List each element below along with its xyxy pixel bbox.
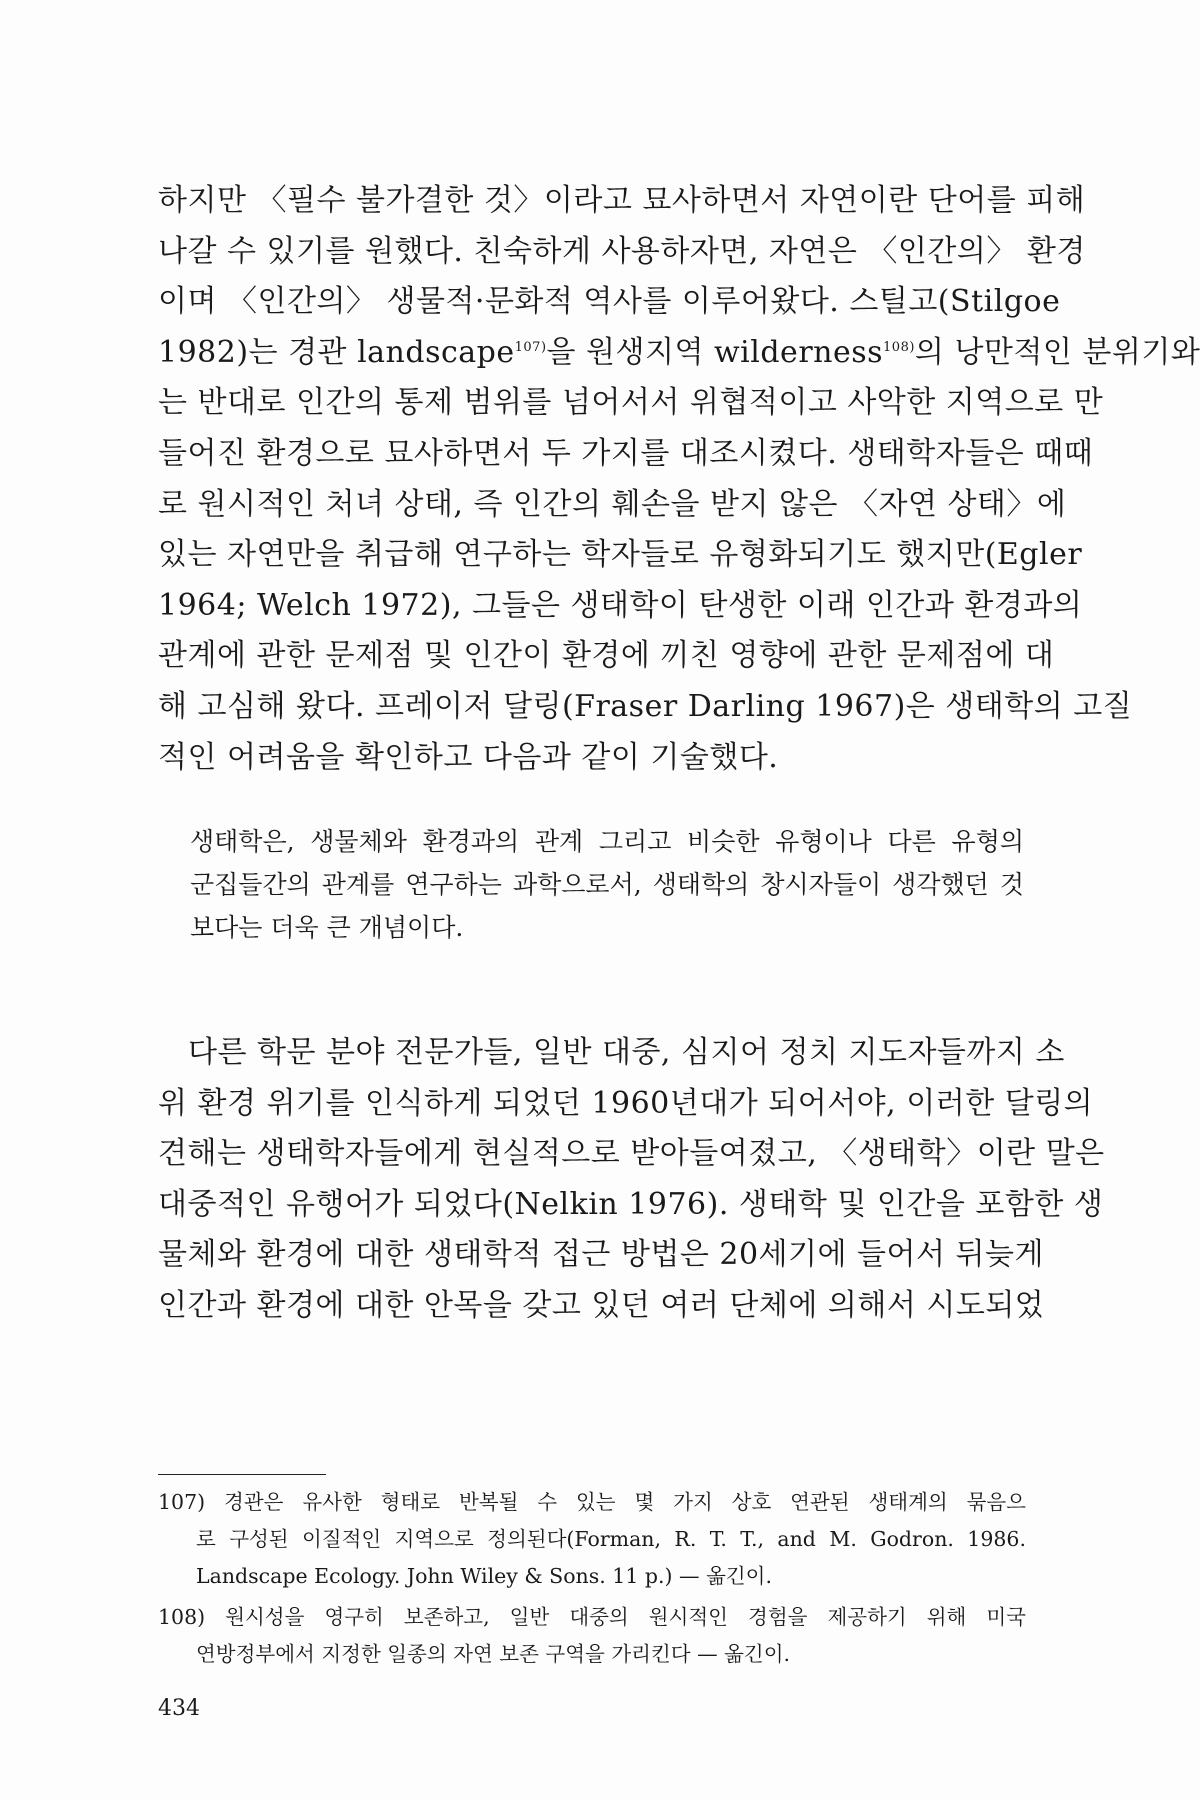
quote-line: 군집들간의 관계를 연구하는 과학으로서, 생태학의 창시자들이 생각했던 것 bbox=[190, 870, 1024, 899]
text-line: 관계에 관한 문제점 및 인간이 환경에 끼친 영향에 관한 문제점에 대 bbox=[158, 638, 1055, 674]
text-line: 들어진 환경으로 묘사하면서 두 가지를 대조시켰다. 생태학자들은 때때 bbox=[158, 435, 1094, 471]
footnote-line: 로 구성된 이질적인 지역으로 정의된다(Forman, R. T. T., and M. Godron. 1986. bbox=[196, 1527, 1026, 1551]
text-line: 다른 학문 분야 전문가들, 일반 대중, 심지어 정치 지도자들까지 소 bbox=[188, 1035, 1065, 1070]
footnote-line bbox=[158, 1484, 1026, 1521]
text-line: 인간과 환경에 대한 안목을 갖고 있던 여러 단체에 의해서 시도되었 bbox=[158, 1287, 1045, 1323]
text-line-with-footnote-refs bbox=[158, 328, 1200, 379]
text-line: 있는 자연만을 취급해 연구하는 학자들로 유형화되기도 했지만(Egler bbox=[158, 537, 1083, 573]
text-segment: 의 낭만적인 분위기와 bbox=[914, 334, 1200, 370]
footnote-number: 108) bbox=[158, 1605, 206, 1629]
quote-line: 생태학은, 생물체와 환경과의 관계 그리고 비슷한 유형이나 다른 유형의 bbox=[190, 827, 1024, 856]
footnote-108 bbox=[158, 1599, 1026, 1673]
quote-line: 보다는 더욱 큰 개념이다. bbox=[190, 913, 464, 942]
body-paragraph-1 bbox=[158, 176, 1200, 783]
text-line: 는 반대로 인간의 통제 범위를 넘어서서 위협적이고 사악한 지역으로 만 bbox=[158, 385, 1104, 421]
block-quote bbox=[190, 820, 1024, 949]
footnote-text: 원시성을 영구히 보존하고, 일반 대중의 원시적인 경험을 제공하기 위해 미국 bbox=[225, 1605, 1026, 1629]
footnote-line: Landscape Ecology. John Wiley & Sons. 11 p.) — 옮긴이. bbox=[196, 1564, 772, 1588]
text-line: 대중적인 유행어가 되었다(Nelkin 1976). 생태학 및 인간을 포함한 생 bbox=[158, 1186, 1104, 1222]
footnote-number: 107) bbox=[158, 1490, 206, 1514]
footnote-line bbox=[158, 1599, 1026, 1636]
text-segment: 1982)는 경관 landscape bbox=[158, 334, 515, 370]
footnote-divider bbox=[158, 1474, 326, 1475]
page-number: 434 bbox=[158, 1696, 200, 1721]
text-line: 물체와 환경에 대한 생태학적 접근 방법은 20세기에 들어서 뒤늦게 bbox=[158, 1237, 1044, 1273]
text-line: 나갈 수 있기를 원했다. 친숙하게 사용하자면, 자연은 〈인간의〉 환경 bbox=[158, 233, 1086, 269]
footnotes bbox=[158, 1484, 1026, 1673]
text-line: 하지만 〈필수 불가결한 것〉이라고 묘사하면서 자연이란 단어를 피해 bbox=[158, 183, 1086, 218]
text-line: 견해는 생태학자들에게 현실적으로 받아들여졌고, 〈생태학〉이란 말은 bbox=[158, 1136, 1105, 1172]
text-line: 로 원시적인 처녀 상태, 즉 인간의 훼손을 받지 않은 〈자연 상태〉에 bbox=[158, 486, 1067, 522]
footnote-line: 연방정부에서 지정한 일종의 자연 보존 구역을 가리킨다 — 옮긴이. bbox=[196, 1642, 791, 1666]
footnote-text: 경관은 유사한 형태로 반복될 수 있는 몇 가지 상호 연관된 생태계의 묶음으 bbox=[224, 1490, 1026, 1514]
text-line: 위 환경 위기를 인식하게 되었던 1960년대가 되어서야, 이러한 달링의 bbox=[158, 1085, 1094, 1121]
text-line: 적인 어려움을 확인하고 다음과 같이 기술했다. bbox=[158, 739, 779, 775]
text-line: 해 고심해 왔다. 프레이저 달링(Fraser Darling 1967)은 생태학의 고질 bbox=[158, 688, 1133, 724]
footnote-ref-108[interactable]: 108) bbox=[883, 339, 915, 355]
text-line: 1964; Welch 1972), 그들은 생태학이 탄생한 이래 인간과 환경과의 bbox=[158, 587, 1083, 623]
footnote-107 bbox=[158, 1484, 1026, 1595]
text-segment: 을 원생지역 wilderness bbox=[546, 334, 884, 370]
footnote-ref-107[interactable]: 107) bbox=[514, 339, 547, 355]
text-line: 이며 〈인간의〉 생물적·문화적 역사를 이루어왔다. 스틸고(Stilgoe bbox=[158, 284, 1061, 320]
body-paragraph-2 bbox=[158, 1028, 1105, 1332]
